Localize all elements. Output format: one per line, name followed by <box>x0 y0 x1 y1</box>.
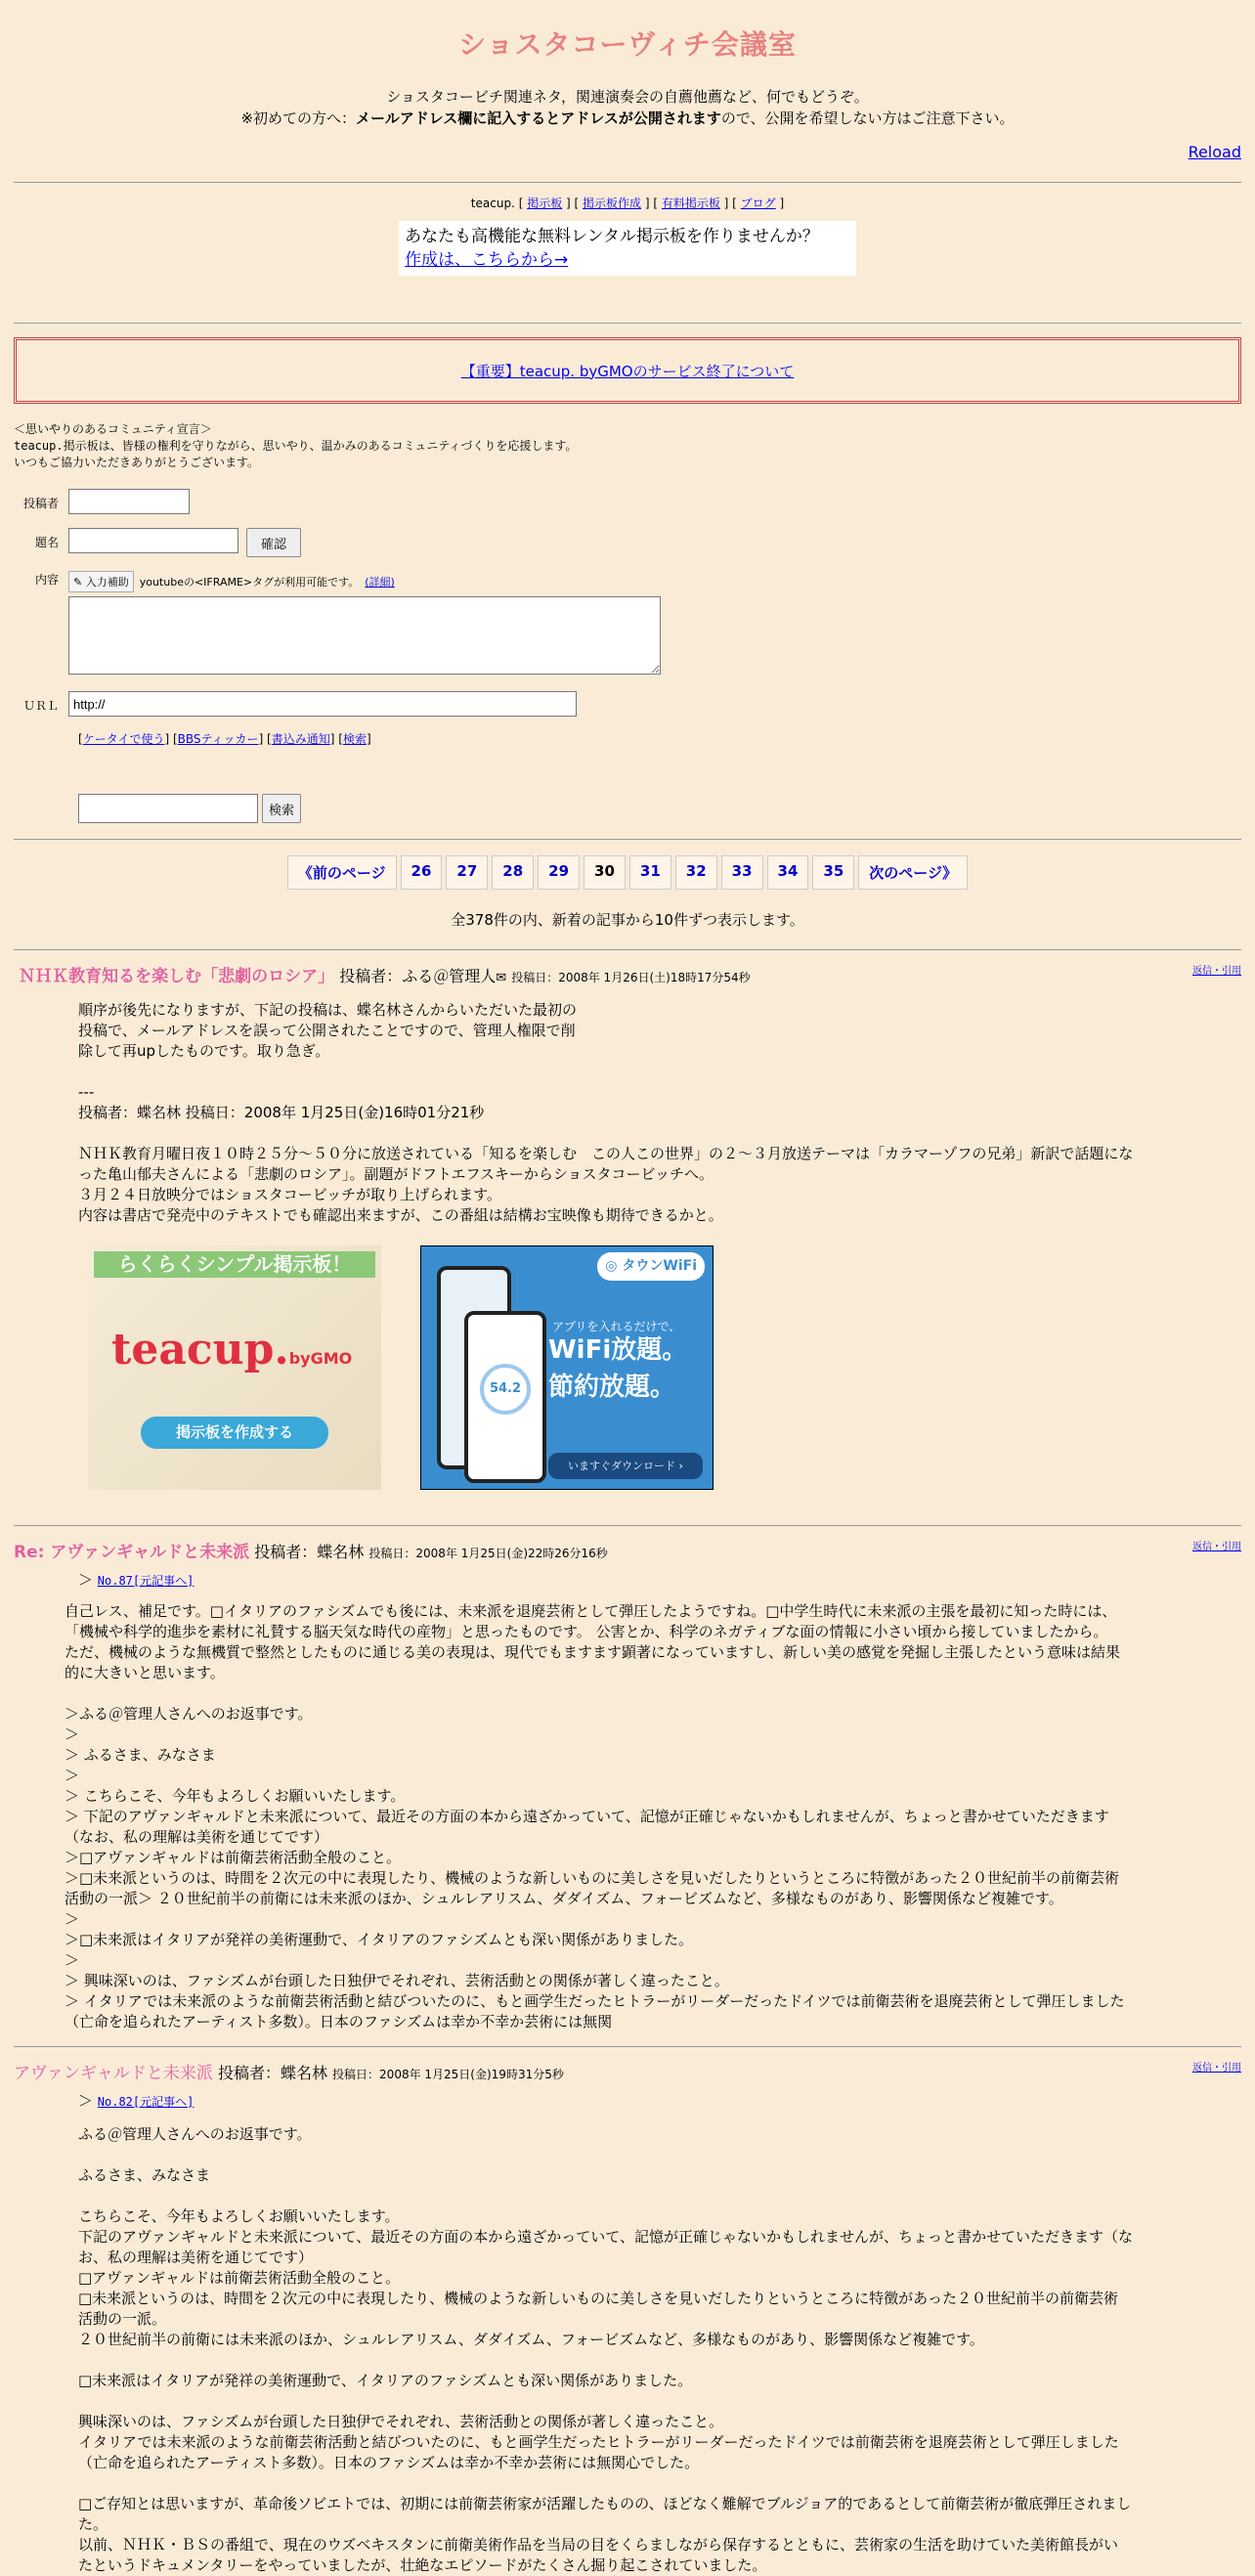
teacup-nav: teacup. [ 掲示板 ] [ 掲示板作成 ] [ 有料掲示板 ] [ ブログ ] <box>470 196 785 210</box>
post-line: ＞□未来派はイタリアが発祥の美術運動で、イタリアのファシズムとも深い関係がありました。 <box>65 1931 694 1948</box>
post-count: 全378件の内、新着の記事から10件ずつ表示します。 <box>451 911 804 929</box>
post-author: 投稿者：蝶名林 <box>217 2064 327 2082</box>
reply-link[interactable]: 返信・引用 <box>1192 2063 1241 2074</box>
page-title: ショスタコーヴィチ会議室 <box>458 28 797 61</box>
post-ref: ＞ No.82[元記事へ] <box>78 2092 195 2110</box>
logo-text: teacup. <box>111 1325 289 1375</box>
teacup-banner[interactable] <box>88 1245 381 1490</box>
post-line: （亡命を追られたアーティスト多数）。日本のファシズムは幸か不幸か芸術には無関 <box>65 2013 613 2030</box>
post-line: ＞ <box>65 1910 80 1928</box>
post-line: 興味深いのは、ファシズムが台頭した日独伊でそれぞれ、芸術活動との関係が著しく違ったこと。 <box>78 2413 724 2430</box>
post-line: ３月２４日放映分ではショスタコービッチが取り上げられます。 <box>78 1186 501 1203</box>
page-link[interactable]: 31 <box>629 855 671 890</box>
post-form <box>14 489 1241 823</box>
post-line: こちらこそ、今年もよろしくお願いいたします。 <box>78 2207 400 2225</box>
post-title: アヴァンギャルドと未来派 <box>14 2064 213 2083</box>
post-line: （亡命を追られたアーティスト多数）。日本のファシズムは幸か不幸か芸術には無関心でした。 <box>78 2454 700 2471</box>
post-line: ＮＨＫ教育月曜日夜１０時２５分～５０分に放送されている「知るを楽しむ この人この世界」の２～３月放送テーマは「カラマーゾフの兄弟」新訳で話題にな <box>78 1145 1134 1162</box>
page-link[interactable]: 34 <box>767 855 809 890</box>
post-line: ＞□アヴァンギャルドは前衛芸術活動全般のこと。 <box>65 1849 402 1866</box>
post-line: 内容は書店で発売中のテキストでも確認出来ますが、この番組は結構お宝映像も期待できるかと。 <box>78 1206 723 1224</box>
post-date: 投稿日：2008年 1月25日(金)22時26分16秒 <box>368 1547 608 1560</box>
banner1-top: らくらくシンプル掲示板！ <box>94 1251 375 1278</box>
post-line: 活動の一派。 <box>78 2310 167 2328</box>
post-line: ふるさま、みなさま <box>78 2166 211 2184</box>
assist-detail-link[interactable]: (詳細) <box>365 576 395 589</box>
post-title: Re: アヴァンギャルドと未来派 <box>14 1543 250 1562</box>
page-link[interactable]: 28 <box>492 855 534 890</box>
page-link[interactable]: 32 <box>675 855 717 890</box>
subject-input[interactable] <box>68 528 238 553</box>
next-page-link[interactable]: 次のページ》 <box>858 855 968 890</box>
post-line: た。 <box>78 2515 108 2533</box>
post-body <box>14 1601 1241 2032</box>
wifi-button: いますぐダウンロード › <box>548 1453 703 1479</box>
post <box>14 1525 1241 2032</box>
notify-link[interactable]: 書込み通知 <box>271 732 330 746</box>
post-date: 投稿日：2008年 1月26日(土)18時17分54秒 <box>511 971 751 984</box>
confirm-button[interactable]: 確認 <box>246 528 301 557</box>
post-body <box>14 2124 1241 2576</box>
page-link[interactable]: 33 <box>721 855 763 890</box>
wifi-brand-text: タウンWiFi <box>622 1258 697 1274</box>
post-line: イタリアでは未来派のような前衛芸術活動と結びついたのに、もと画学生だったヒトラーがリーダーだったドイツでは前衛芸術を退廃芸術として弾圧しました <box>78 2433 1119 2451</box>
post-header <box>14 962 1241 986</box>
post-line: 投稿で、メールアドレスを誤って公開されたことですので、管理人権限で削 <box>78 1022 576 1039</box>
notice-link[interactable]: 【重要】teacup. byGMOのサービス終了について <box>460 362 795 380</box>
post-date: 投稿日：2008年 1月25日(金)19時31分5秒 <box>332 2068 564 2081</box>
blank-line <box>78 2391 1241 2412</box>
ad-box <box>399 221 856 276</box>
post-title: ＮＨＫ教育知るを楽しむ「悲劇のロシア」 <box>19 967 335 986</box>
post-author: 投稿者：蝶名林 <box>254 1543 365 1561</box>
nav-create-link[interactable]: 掲示板作成 <box>583 196 642 210</box>
gauge-readout: 54.2 <box>480 1364 531 1415</box>
post-line: ＞□未来派というのは、時間を２次元の中に表現したり、機械のような新しいものに美しさを見いだしたりというところに特徴があった２０世紀前半の前衛芸術 <box>65 1869 1120 1887</box>
banner-row <box>88 1245 1241 1490</box>
nav-bbs-link[interactable]: 掲示板 <box>527 196 563 210</box>
poster-label: 投稿者 <box>22 497 59 510</box>
desc-post: ので、公開を希望しない方はご注意下さい。 <box>720 109 1015 127</box>
search-input[interactable] <box>78 794 258 823</box>
reply-link[interactable]: 返信・引用 <box>1192 966 1241 977</box>
post-header <box>14 1538 1241 1562</box>
ref-link[interactable]: No.87[元記事へ] <box>97 1574 195 1588</box>
desc-bold: メールアドレス欄に記入するとアドレスが公開されます <box>356 109 721 127</box>
banner1-button: 掲示板を作成する <box>141 1417 328 1449</box>
post-line: 的に大きいと思います。 <box>65 1664 225 1681</box>
divider <box>14 839 1241 840</box>
post-line: ＞ <box>65 1725 80 1743</box>
current-page: 30 <box>584 855 626 890</box>
desc-line1: ショスタコービチ関連ネタ，関連演奏会の自薦他薦など、何でもどうぞ。 <box>386 88 869 106</box>
post-line: 除して再upしたものです。取り急ぎ。 <box>78 1042 330 1060</box>
nav-blog-link[interactable]: ブログ <box>740 196 776 210</box>
pencil-icon: ✎ <box>73 576 83 589</box>
post-line: □アヴァンギャルドは前衛芸術活動全般のこと。 <box>78 2269 401 2287</box>
divider <box>14 182 1241 183</box>
reload-area <box>14 143 1241 166</box>
mail-icon[interactable]: ✉ <box>496 971 507 985</box>
post-line: ＞ 興味深いのは、ファシズムが台頭した日独伊でそれぞれ、芸術活動との関係が著しく違ったこと。 <box>65 1972 729 1989</box>
post-line: ふる＠管理人さんへのお返事です。 <box>78 2125 312 2143</box>
ticker-link[interactable]: BBSティッカー <box>177 732 259 746</box>
post-line: ２０世紀前半の前衛には未来派のほか、シュルレアリスム、ダダイズム、フォービズムなど、多様なものがあり、影響関係など複雑です。 <box>78 2331 984 2348</box>
post-ref: ＞ No.87[元記事へ] <box>78 1571 195 1589</box>
blank-line <box>78 1062 1241 1082</box>
post-line: お、私の理解は美術を通じてです） <box>78 2249 314 2266</box>
poster-input[interactable] <box>68 489 190 514</box>
reply-link[interactable]: 返信・引用 <box>1192 1542 1241 1552</box>
divider <box>14 323 1241 324</box>
assist-label: 入力補助 <box>85 576 129 589</box>
page-link[interactable]: 35 <box>812 855 854 890</box>
post-line: ただ、機械のような無機質で整然としたものに通じる美の表現は、現代でもますます顕著になっていますし、新しい美の感覚を発掘し主張したという意味は結果 <box>65 1643 1121 1661</box>
wifi-main1: WiFi放題。 <box>548 1335 688 1365</box>
board-description <box>14 86 1241 129</box>
phone-mock <box>464 1311 546 1483</box>
post-line: ＞ ふるさま、みなさま <box>65 1746 216 1764</box>
post-header <box>14 2059 1241 2083</box>
ad-link[interactable]: 作成は、こちらから→ <box>405 250 569 270</box>
post-line: （なお、私の理解は美術を通じてです） <box>65 1828 329 1846</box>
content-textarea[interactable] <box>68 596 661 675</box>
mobile-link[interactable]: ケータイで使う <box>82 732 165 746</box>
page-link[interactable]: 29 <box>538 855 580 890</box>
post-line: ＞ <box>65 1951 80 1969</box>
post-body <box>78 1000 1241 1490</box>
post-line: ＞ <box>65 1767 80 1784</box>
subject-label: 題名 <box>34 536 59 549</box>
declaration-line: teacup.掲示板は、皆様の権利を守りながら、思いやり、温かみのあるコミュニティづくりを応援します。 <box>14 439 578 453</box>
post-line: ＞ こちらこそ、今年もよろしくお願いいたします。 <box>65 1787 406 1805</box>
post-line: □ご存知とは思いますが、革命後ソビエトでは、初期には前衛芸術家が活躍したものの、ほどなく難解でブルジョア的であるとして前衛芸術が徹底弾圧されまし <box>78 2495 1132 2512</box>
blank-line <box>78 2350 1241 2371</box>
post-line: 下記のアヴァンギャルドと未来派について、最近その方面の本から遠ざかっていて、記憶が正確じゃないかもしれませんが、ちょっと書かせていただきます（な <box>78 2228 1133 2246</box>
notice-box <box>14 337 1241 404</box>
post-line: たというドキュメンタリーをやっていましたが、壮絶なエピソードがたくさん掘り起こされていました。 <box>78 2556 767 2574</box>
teacup-logo <box>111 1325 353 1375</box>
post-line: □未来派はイタリアが発祥の美術運動で、イタリアのファシズムとも深い関係がありました。 <box>78 2372 693 2389</box>
blank-line <box>78 1123 1241 1144</box>
search-button[interactable]: 検索 <box>262 794 301 823</box>
form-links: [ケータイで使う] [BBSティッカー] [書込み通知] [検索] <box>78 732 371 746</box>
post-line: 自己レス、補足です。□イタリアのファシズムでも後には、未来派を退廃芸術として弾圧したようですね。□中学生時代に未来派の主張を最初に知った時には、 <box>65 1602 1117 1620</box>
assist-note: youtubeの<IFRAME>タグが利用可能です。 <box>139 576 360 589</box>
post-line: 「機械や科学的進歩を素材に礼賛する脳天気な時代の産物」と思ったものです。 公害とか、科学のネガティブな面の情報に小さい頃から接していましたから。 <box>65 1623 1108 1640</box>
url-input[interactable] <box>68 691 577 717</box>
wifi-banner[interactable] <box>420 1245 714 1490</box>
desc-line2 <box>14 108 1241 129</box>
wifi-main2: 節約放題。 <box>548 1373 676 1402</box>
search-link[interactable]: 検索 <box>342 732 367 746</box>
post-line: 投稿者：蝶名林 投稿日：2008年 1月25日(金)16時01分21秒 <box>78 1104 485 1121</box>
post-line: ＞ イタリアでは未来派のような前衛芸術活動と結びついたのに、もと画学生だったヒトラーがリーダーだったドイツでは前衛芸術を退廃芸術として弾圧しました <box>65 1992 1125 2010</box>
page-link[interactable]: 26 <box>401 855 443 890</box>
wifi-sub: アプリを入れるだけで、 <box>552 1320 681 1333</box>
post <box>14 949 1241 1490</box>
post-line: ＞ふる＠管理人さんへのお返事です。 <box>65 1705 313 1723</box>
post-line: 以前、ＮＨＫ・ＢＳの番組で、現在のウズベキスタンに前衛美術作品を当局の目をくらましながら保存するとともに、芸術家の生活を助けていた美術館長がい <box>78 2536 1118 2554</box>
logo-by: byGMO <box>288 1349 353 1368</box>
post-line: □未来派というのは、時間を２次元の中に表現したり、機械のような新しいものに美しさを見いだしたりというところに特徴があった２０世紀前半の前衛芸術 <box>78 2290 1119 2307</box>
declaration-line: いつもご協力いただきありがとうございます。 <box>14 456 260 469</box>
wifi-brand <box>597 1252 705 1281</box>
pager <box>14 855 1241 890</box>
community-declaration <box>14 421 1241 471</box>
assist-bar <box>68 571 661 592</box>
blank-line <box>78 2473 1241 2494</box>
post-line: --- <box>78 1083 95 1101</box>
blank-line <box>78 2186 1241 2206</box>
prev-page-link[interactable]: 《前のページ <box>287 855 397 890</box>
page-link[interactable]: 27 <box>446 855 488 890</box>
post-author: 投稿者：ふる＠管理人 <box>339 967 497 985</box>
ref-link[interactable]: No.82[元記事へ] <box>97 2095 195 2109</box>
url-label: ＵＲＬ <box>22 699 59 713</box>
wifi-icon: ◎ <box>605 1258 618 1274</box>
post <box>14 2046 1241 2576</box>
ad-text: あなたも高機能な無料レンタル掲示板を作りませんか？ <box>405 227 819 246</box>
declaration-line: ＜思いやりのあるコミュニティ宣言＞ <box>14 422 212 436</box>
post-line: ＞ 下記のアヴァンギャルドと未来派について、最近その方面の本から遠ざかっていて、記憶が正確じゃないかもしれませんが、ちょっと書かせていただきます <box>65 1808 1109 1825</box>
teacup-prefix: teacup. <box>470 196 515 210</box>
post-line: った亀山郁夫さんによる「悲劇のロシア」。副題がドフトエフスキーからショスタコービッチへ。 <box>78 1165 714 1183</box>
desc-pre: ※初めての方へ： <box>240 109 357 127</box>
content-label: 内容 <box>34 573 59 587</box>
reload-link[interactable]: Reload <box>1188 143 1241 161</box>
post-line: 活動の一派＞ ２０世紀前半の前衛には未来派のほか、シュルレアリスム、ダダイズム、フォービズムなど、多様なものがあり、影響関係など複雑です。 <box>65 1890 1063 1907</box>
blank-line <box>65 1683 1241 1704</box>
post-line: 順序が後先になりますが、下記の投稿は、蝶名林さんからいただいた最初の <box>78 1001 578 1019</box>
nav-paid-link[interactable]: 有料掲示板 <box>661 196 720 210</box>
assist-button[interactable] <box>68 571 134 592</box>
search-area <box>78 794 1241 823</box>
blank-line <box>78 2145 1241 2165</box>
